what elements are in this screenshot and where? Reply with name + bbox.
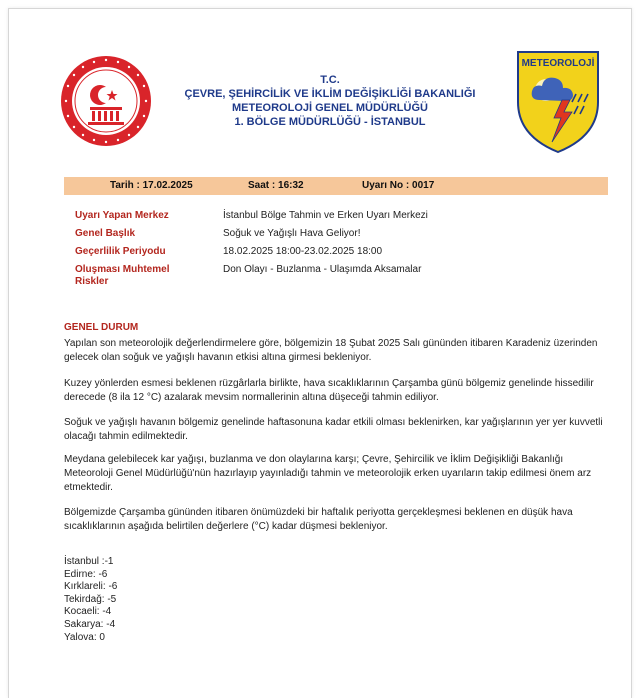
info-value: 18.02.2025 18:00-23.02.2025 18:00 xyxy=(223,246,383,257)
heading-region: 1. BÖLGE MÜDÜRLÜĞÜ - İSTANBUL xyxy=(234,116,426,128)
info-key: Uyarı Yapan Merkez xyxy=(75,210,169,221)
temperature-item: Edirne: -6 xyxy=(64,568,108,580)
logo-text: METEOROLOJİ xyxy=(521,58,595,69)
info-value: Don Olayı - Buzlanma - Ulaşımda Aksamalar xyxy=(223,264,422,275)
warning-number: Uyarı No : 0017 xyxy=(362,180,435,191)
temperature-item: Kocaeli: -4 xyxy=(64,606,112,618)
temperature-item: Kırklareli: -6 xyxy=(64,581,118,593)
meteoroloji-logo xyxy=(516,50,600,154)
paragraph: Kuzey yönlerden esmesi beklenen rüzgârlarla birlikte, hava sıcaklıklarının Çarşamba günü bölgemiz genelinde hissedilir derecede (8 ila 12 °C) azalarak mevsim normallerinin altına düşeceği tahmin ediliyor. xyxy=(64,378,594,403)
warning-time: Saat : 16:32 xyxy=(248,180,304,191)
temperature-item: İstanbul :-1 xyxy=(64,556,114,567)
paragraph: Soğuk ve yağışlı havanın bölgemiz genelinde haftasonuna kadar etkili olması beklenirken, kar yağışlarının yer yer kuvvetli olacağı tahmin edilmektedir. xyxy=(64,417,603,442)
heading-tc: T.C. xyxy=(320,74,340,86)
paragraph: Meydana gelebilecek kar yağışı, buzlanma ve don olaylarına karşı; Çevre, Şehircilik ve İklim Değişikliği Bakanlığı Meteoroloji Genel Müdürlüğü'nün hazırlayıp yayınladığı tahmin ve meteorolojik erken uyarıların takip edilmesi önem arz etmektedir. xyxy=(64,454,592,493)
paragraph: Bölgemizde Çarşamba gününden itibaren önümüzdeki bir haftalık periyotta gerçekleşmesi beklenen en düşük hava sıcaklıklarının aşağıda belirtilen değerlere (°C) kadar düşmesi bekleniyor. xyxy=(64,507,573,532)
heading-directorate: METEOROLOJİ GENEL MÜDÜRLÜĞÜ xyxy=(232,102,428,114)
info-key: Geçerlilik Periyodu xyxy=(75,246,166,257)
temperature-item: Tekirdağ: -5 xyxy=(64,593,117,605)
temperature-item: Yalova: 0 xyxy=(64,631,105,643)
warning-banner xyxy=(64,177,608,195)
info-value: İstanbul Bölge Tahmin ve Erken Uyarı Merkezi xyxy=(223,210,428,221)
paragraph: Yapılan son meteorolojik değerlendirmelere göre, bölgemizin 18 Şubat 2025 Salı gününden itibaren Karadeniz üzerinden gelecek olan soğuk ve yağışlı havanın etkisi altına girmesi bekleniyor. xyxy=(64,338,598,363)
info-key: Genel Başlık xyxy=(75,228,136,239)
temperature-list xyxy=(64,556,117,644)
warning-date: Tarih : 17.02.2025 xyxy=(110,180,193,191)
heading-ministry: ÇEVRE, ŞEHİRCİLİK VE İKLİM DEĞİŞİKLİĞİ BAKANLIĞI xyxy=(184,88,476,100)
document-heading xyxy=(150,73,510,129)
temperature-item: Sakarya: -4 xyxy=(64,618,116,630)
info-key: Oluşması Muhtemel Riskler xyxy=(75,264,170,287)
section-title: GENEL DURUM xyxy=(64,322,139,333)
info-value: Soğuk ve Yağışlı Hava Geliyor! xyxy=(223,228,361,239)
ministry-seal xyxy=(60,55,152,147)
